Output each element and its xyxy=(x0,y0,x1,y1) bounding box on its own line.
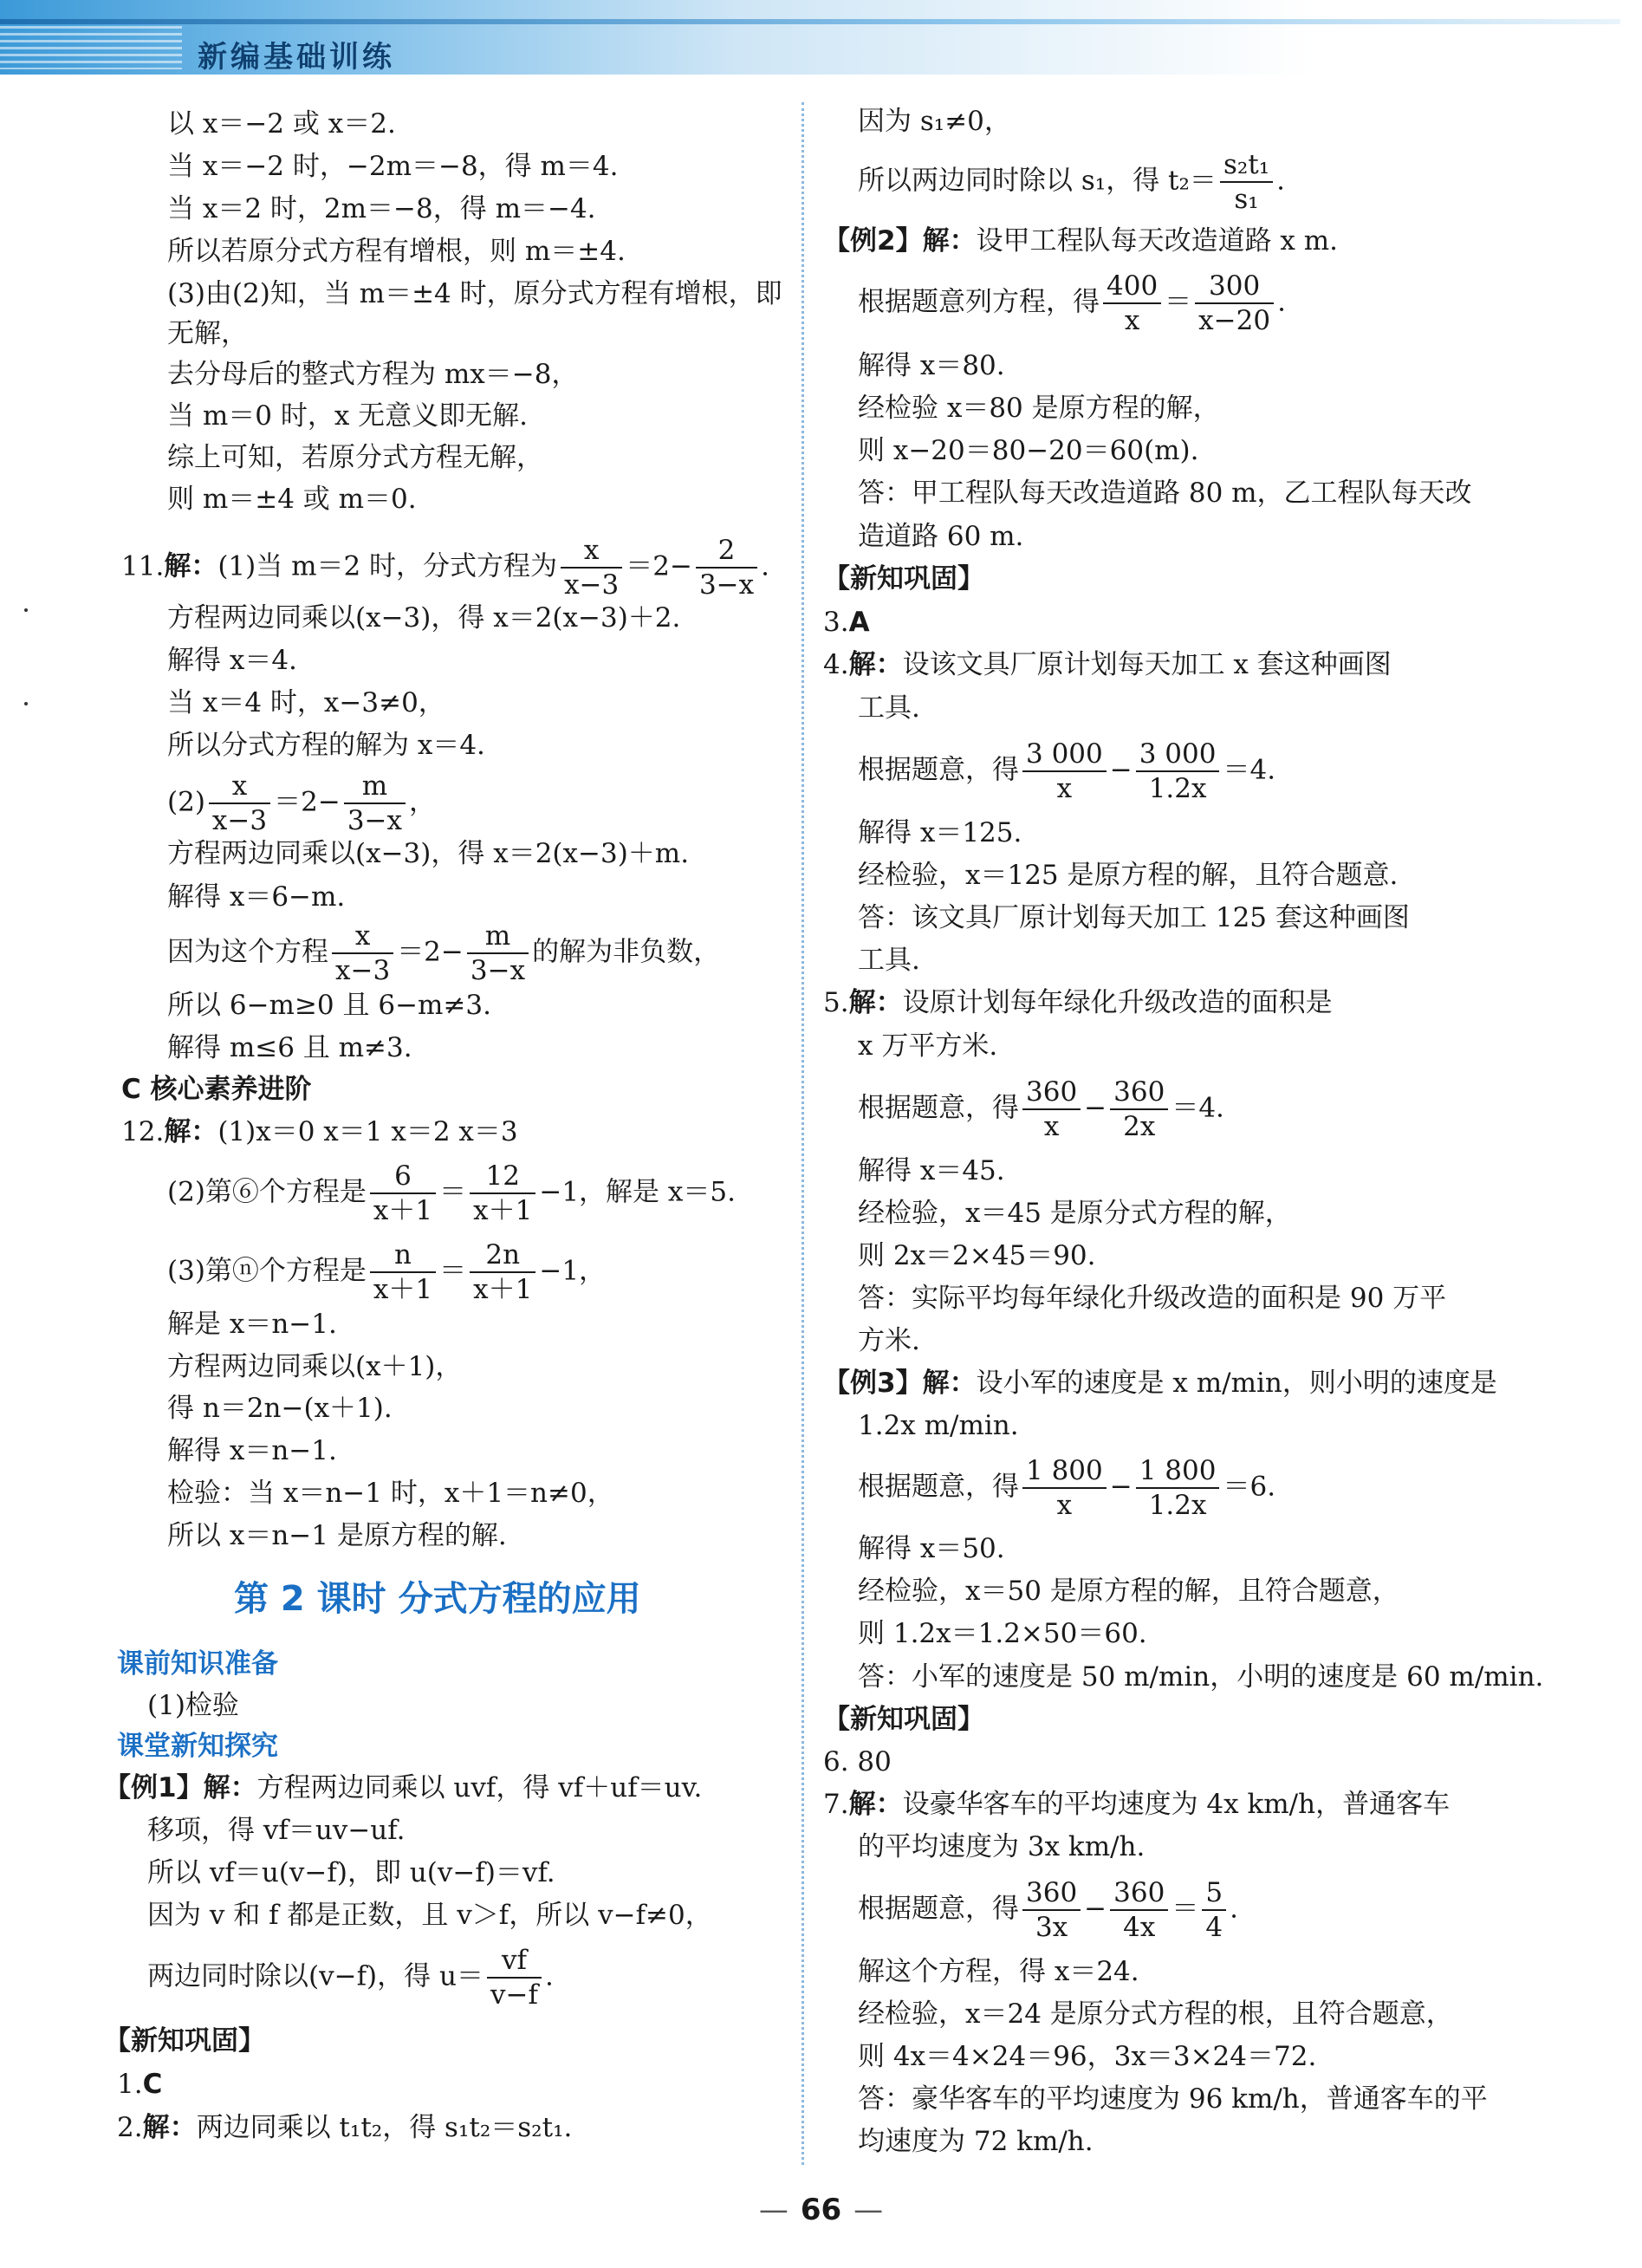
text-span: (1)当 m＝2 时，分式方程为 xyxy=(217,550,558,582)
denominator: s₁ xyxy=(1234,184,1259,216)
text-line: 检验：当 x＝n−1 时，x＋1＝n≠0， xyxy=(167,1478,614,1509)
numerator: m xyxy=(467,921,529,954)
answer-6: 6. 80 xyxy=(823,1746,892,1777)
text-line: 答：甲工程队每天改造道路 80 m，乙工程队每天改 xyxy=(858,478,1472,509)
text-line: 工具. xyxy=(858,945,920,976)
fraction xyxy=(1110,1077,1168,1141)
text-line: 解这个方程，得 x＝24. xyxy=(858,1956,1139,1987)
question-number: 2. xyxy=(117,2112,143,2143)
fraction xyxy=(1022,1456,1107,1520)
text-span: − xyxy=(1109,1471,1133,1503)
answer-3 xyxy=(823,605,870,640)
text-line: 所以 vf＝u(v−f)，即 u(v−f)＝vf. xyxy=(147,1857,555,1888)
answer-2 xyxy=(117,2110,572,2145)
question-11 xyxy=(121,536,769,600)
text-line: 解得 x＝50. xyxy=(858,1533,1005,1564)
denominator: x xyxy=(1056,1490,1073,1522)
text-line: 因为 s₁≠0， xyxy=(858,106,1011,137)
text-line: 方程两边同乘以(x＋1)， xyxy=(167,1351,463,1382)
denominator: 4 xyxy=(1205,1912,1223,1944)
text-line: 无解， xyxy=(167,318,248,349)
text-line: 均速度为 72 km/h. xyxy=(858,2126,1094,2157)
text-line: 所以分式方程的解为 x＝4. xyxy=(167,730,485,761)
denominator: x−20 xyxy=(1198,305,1271,337)
numerator: 3 000 xyxy=(1022,739,1107,772)
solution-label: 解： xyxy=(922,225,977,257)
text-span: −1， xyxy=(539,1255,607,1287)
text-line: 当 x＝4 时，x−3≠0， xyxy=(167,687,445,718)
text-line: 解得 x＝80. xyxy=(858,350,1005,381)
fraction xyxy=(696,536,757,600)
equation-line xyxy=(858,150,1285,214)
question-number: 7. xyxy=(823,1789,849,1820)
text-span: − xyxy=(1084,1893,1107,1925)
denominator: x−3 xyxy=(211,805,268,837)
consolidation-heading: 【新知巩固】 xyxy=(104,2025,265,2057)
text-line: 方程两边同乘以(x−3)，得 x＝2(x−3)＋m. xyxy=(167,838,690,869)
text-span: 因为这个方程 xyxy=(167,936,328,968)
text-line: 答：小军的速度是 50 m/min，小明的速度是 60 m/min. xyxy=(858,1661,1544,1693)
denominator: 2x xyxy=(1123,1111,1156,1143)
fraction xyxy=(1220,150,1273,214)
text-span: 设原计划每年绿化升级改造的面积是 xyxy=(902,987,1333,1018)
text-span: 的解为非负数， xyxy=(532,936,721,968)
fraction xyxy=(1022,1878,1081,1942)
denominator: x xyxy=(1124,305,1140,337)
question-number: 3. xyxy=(823,607,849,638)
text-line: 综上可知，若原分式方程无解， xyxy=(167,442,543,473)
denominator: 1.2x xyxy=(1148,773,1207,805)
denominator: 3−x xyxy=(698,569,755,601)
question-number: 1. xyxy=(117,2069,143,2100)
text-line: 当 m＝0 时，x 无意义即无解. xyxy=(167,400,529,432)
text-line: 所以 x＝n−1 是原方程的解. xyxy=(167,1520,507,1551)
solution-label: 解： xyxy=(164,1116,218,1147)
numerator: x xyxy=(209,771,270,804)
text-line: 去分母后的整式方程为 mx＝−8， xyxy=(167,359,579,390)
text-line: 解得 x＝125. xyxy=(858,817,1022,848)
text-span: . xyxy=(761,550,769,582)
numerator: 360 xyxy=(1110,1878,1168,1911)
footer-dash: — xyxy=(758,2193,789,2227)
text-line: 经检验，x＝24 是原分式方程的根，且符合题意， xyxy=(858,1998,1453,2030)
text-span: (1)x＝0 x＝1 x＝2 x＝3 xyxy=(217,1116,518,1147)
fraction xyxy=(370,1240,436,1304)
text-line: 则 2x＝2×45＝90. xyxy=(858,1240,1096,1271)
fraction xyxy=(344,771,406,835)
consolidation-heading: 【新知巩固】 xyxy=(823,1704,984,1735)
text-line: 解得 x＝45. xyxy=(858,1155,1005,1186)
text-span: −1，解是 x＝5. xyxy=(539,1176,736,1208)
numerator: 300 xyxy=(1195,271,1274,304)
fraction xyxy=(1195,271,1274,335)
text-span: ＝ xyxy=(1165,286,1192,318)
example-1 xyxy=(104,1771,702,1805)
fraction xyxy=(332,921,393,985)
equation-line xyxy=(858,739,1275,803)
text-line: 方程两边同乘以(x−3)，得 x＝2(x−3)＋2. xyxy=(167,602,681,634)
text-span: 根据题意，得 xyxy=(858,1471,1019,1503)
text-span: . xyxy=(544,1960,554,1992)
denominator: x＋1 xyxy=(373,1274,433,1306)
text-line: 则 4x＝4×24＝96，3x＝3×24＝72. xyxy=(858,2041,1317,2072)
text-line: 的平均速度为 3x km/h. xyxy=(858,1831,1146,1862)
example-label: 【例1】 xyxy=(104,1772,204,1803)
text-span: 两边同乘以 t₁t₂，得 s₁t₂＝s₂t₁. xyxy=(196,2112,573,2143)
fraction xyxy=(487,1946,542,2010)
text-line: 解得 x＝n−1. xyxy=(167,1435,337,1466)
text-span: ＝ xyxy=(1171,1893,1199,1925)
text-line: 经检验，x＝45 是原分式方程的解， xyxy=(858,1198,1292,1229)
text-span: ， xyxy=(409,786,436,818)
text-line: 因为 v 和 f 都是正数，且 v＞f，所以 v−f≠0， xyxy=(147,1900,712,1931)
margin-dot xyxy=(24,702,28,705)
text-line: 1.2x m/min. xyxy=(858,1410,1019,1441)
answer-1 xyxy=(117,2067,162,2102)
text-line: 则 m＝±4 或 m＝0. xyxy=(167,484,417,515)
question-number: 12. xyxy=(121,1116,165,1147)
text-line: 答：实际平均每年绿化升级改造的面积是 90 万平 xyxy=(858,1283,1447,1314)
text-line: (1)检验 xyxy=(147,1690,239,1721)
denominator: 1.2x xyxy=(1148,1490,1207,1522)
text-span: ＝6. xyxy=(1223,1471,1276,1503)
numerator: 2 xyxy=(696,536,757,569)
text-span: 设甲工程队每天改造道路 x m. xyxy=(976,225,1339,257)
text-span: 设豪华客车的平均速度为 4x km/h，普通客车 xyxy=(902,1789,1451,1820)
fraction xyxy=(1022,739,1107,803)
question-12 xyxy=(121,1115,518,1149)
header-rule xyxy=(0,19,1620,24)
numerator: 6 xyxy=(370,1161,436,1194)
denominator: x＋1 xyxy=(473,1274,533,1306)
text-line: 移项，得 vf＝uv−uf. xyxy=(147,1815,406,1846)
denominator: x xyxy=(1043,1111,1060,1143)
answer-4 xyxy=(823,647,1392,682)
numerator: 360 xyxy=(1022,1077,1081,1110)
text-span: (2)第⑥个方程是 xyxy=(167,1176,367,1208)
lesson-title: 第 2 课时 分式方程的应用 xyxy=(234,1579,641,1619)
text-line: 解得 x＝6−m. xyxy=(167,881,346,913)
example-3 xyxy=(823,1366,1497,1400)
fraction xyxy=(1103,271,1161,335)
equation-line xyxy=(858,1077,1224,1141)
text-line: 当 x＝−2 时，−2m＝−8，得 m＝4. xyxy=(167,151,619,182)
denominator: v−f xyxy=(490,1979,538,2011)
text-span: 设小军的速度是 x m/min，则小明的速度是 xyxy=(976,1368,1497,1399)
solution-label: 解： xyxy=(848,1789,903,1820)
numerator: s₂t₁ xyxy=(1220,150,1273,183)
answer-5 xyxy=(823,985,1333,1020)
text-span: 设该文具厂原计划每天加工 x 套这种画图 xyxy=(902,649,1392,680)
text-line: 得 n＝2n−(x＋1). xyxy=(167,1393,393,1424)
example-label: 【例2】 xyxy=(823,225,923,257)
answer-choice: A xyxy=(848,607,870,638)
text-span: 方程两边同乘以 uvf，得 vf＋uf＝uv. xyxy=(256,1772,703,1803)
numerator: x xyxy=(332,921,393,954)
fraction xyxy=(1022,1077,1081,1141)
example-2 xyxy=(823,224,1338,258)
denominator: x＋1 xyxy=(473,1195,533,1227)
fraction xyxy=(1136,1456,1220,1520)
numerator: 1 800 xyxy=(1136,1456,1220,1489)
text-span: ＝2− xyxy=(626,550,692,582)
denominator: 3−x xyxy=(470,955,526,987)
denominator: 3−x xyxy=(347,805,402,837)
text-span: 根据题意，得 xyxy=(858,754,1019,786)
equation-line xyxy=(167,1240,606,1304)
text-span: − xyxy=(1109,754,1133,786)
text-line: 当 x＝2 时，2m＝−8，得 m＝−4. xyxy=(167,193,596,224)
question-number: 5. xyxy=(823,987,849,1018)
text-span: 根据题意，得 xyxy=(858,1893,1019,1925)
fraction xyxy=(470,1240,535,1304)
text-span: ＝4. xyxy=(1223,754,1276,786)
text-line: 答：该文具厂原计划每天加工 125 套这种画图 xyxy=(858,902,1410,933)
header-title: 新编基础训练 xyxy=(198,40,395,75)
answer-7 xyxy=(823,1787,1450,1822)
equation-line xyxy=(167,1161,736,1225)
page-number: 66 xyxy=(800,2193,842,2227)
margin-dot xyxy=(24,608,28,612)
numerator: n xyxy=(370,1240,436,1273)
fraction xyxy=(209,771,270,835)
text-span: ＝4. xyxy=(1171,1092,1224,1124)
question-number: 11. xyxy=(121,550,165,582)
text-line: 经检验，x＝50 是原方程的解，且符合题意， xyxy=(858,1576,1399,1607)
text-span: (3)第ⓝ个方程是 xyxy=(167,1255,367,1287)
equation-line xyxy=(858,1456,1275,1520)
text-line: (3)由(2)知，当 m＝±4 时，原分式方程有增根，即 xyxy=(167,278,782,309)
text-line: 以 x＝−2 或 x＝2. xyxy=(167,108,396,140)
text-line: 解是 x＝n−1. xyxy=(167,1309,337,1340)
text-span: 根据题意列方程，得 xyxy=(858,286,1100,318)
fraction xyxy=(470,1161,535,1225)
solution-label: 解： xyxy=(142,2112,197,2143)
denominator: x−3 xyxy=(564,569,620,601)
equation-line xyxy=(167,771,436,835)
solution-label: 解： xyxy=(848,649,903,680)
in-class-heading: 课堂新知探究 xyxy=(117,1731,278,1762)
numerator: 5 xyxy=(1202,1878,1226,1911)
pre-class-heading: 课前知识准备 xyxy=(117,1648,278,1680)
solution-label: 解： xyxy=(922,1368,977,1399)
text-line: 所以若原分式方程有增根，则 m＝±4. xyxy=(167,236,626,267)
numerator: 360 xyxy=(1110,1077,1168,1110)
solution-label: 解： xyxy=(164,550,218,582)
solution-label: 解： xyxy=(203,1772,257,1803)
numerator: 360 xyxy=(1022,1878,1081,1911)
numerator: 1 800 xyxy=(1022,1456,1107,1489)
denominator: 3x xyxy=(1035,1912,1068,1944)
text-line: 答：豪华客车的平均速度为 96 km/h，普通客车的平 xyxy=(858,2083,1488,2115)
denominator: x−3 xyxy=(335,955,391,987)
text-span: ＝2− xyxy=(397,936,464,968)
text-line: 方米. xyxy=(858,1325,920,1356)
denominator: 4x xyxy=(1123,1912,1156,1944)
page-footer xyxy=(0,2193,1642,2227)
text-line: 经检验 x＝80 是原方程的解， xyxy=(858,393,1220,424)
text-line: 工具. xyxy=(858,692,920,724)
numerator: 400 xyxy=(1103,271,1161,304)
text-span: − xyxy=(1084,1092,1107,1124)
denominator: x＋1 xyxy=(373,1195,433,1227)
fraction xyxy=(467,921,529,985)
numerator: x xyxy=(561,536,622,569)
text-span: ＝ xyxy=(439,1176,467,1208)
consolidation-heading: 【新知巩固】 xyxy=(823,563,984,595)
text-line: x 万平方米. xyxy=(858,1030,998,1062)
numerator: vf xyxy=(487,1946,542,1979)
example-label: 【例3】 xyxy=(823,1368,923,1399)
text-line: 解得 m≤6 且 m≠3. xyxy=(167,1032,412,1063)
text-line: 解得 x＝4. xyxy=(167,645,297,676)
numerator: m xyxy=(344,771,406,804)
text-span: . xyxy=(1277,286,1286,318)
equation-line xyxy=(858,271,1286,335)
numerator: 3 000 xyxy=(1136,739,1220,772)
equation-line xyxy=(858,1878,1238,1942)
equation-line xyxy=(167,921,720,985)
text-line: 所以 6−m≥0 且 6−m≠3. xyxy=(167,990,491,1021)
text-span: ＝ xyxy=(439,1255,467,1287)
answer-choice: C xyxy=(142,2069,163,2100)
text-span: . xyxy=(1230,1893,1238,1925)
numerator: 12 xyxy=(470,1161,535,1194)
text-span: . xyxy=(1276,165,1286,197)
text-line: 则 x−20＝80−20＝60(m). xyxy=(858,435,1199,466)
solution-label: 解： xyxy=(848,987,903,1018)
text-line: 造道路 60 m. xyxy=(858,521,1024,552)
denominator: x xyxy=(1056,773,1073,805)
text-span: 根据题意，得 xyxy=(858,1092,1019,1124)
text-span: (2) xyxy=(167,786,205,818)
equation-line xyxy=(147,1946,554,2010)
fraction xyxy=(370,1161,436,1225)
text-line: 经检验，x＝125 是原方程的解，且符合题意. xyxy=(858,860,1399,891)
numerator: 2n xyxy=(470,1240,535,1273)
text-span: 所以两边同时除以 s₁，得 t₂＝ xyxy=(858,165,1217,197)
text-span: 两边同时除以(v−f)，得 u＝ xyxy=(147,1960,484,1992)
fraction xyxy=(1136,739,1220,803)
fraction xyxy=(1110,1878,1168,1942)
text-line: 则 1.2x＝1.2×50＝60. xyxy=(858,1618,1147,1649)
fraction xyxy=(1202,1878,1226,1942)
text-span: ＝2− xyxy=(274,786,341,818)
fraction xyxy=(561,536,622,600)
column-divider xyxy=(802,102,804,2165)
question-number: 4. xyxy=(823,649,849,680)
section-heading-c: C 核心素养进阶 xyxy=(121,1074,312,1105)
footer-dash: — xyxy=(853,2193,884,2227)
